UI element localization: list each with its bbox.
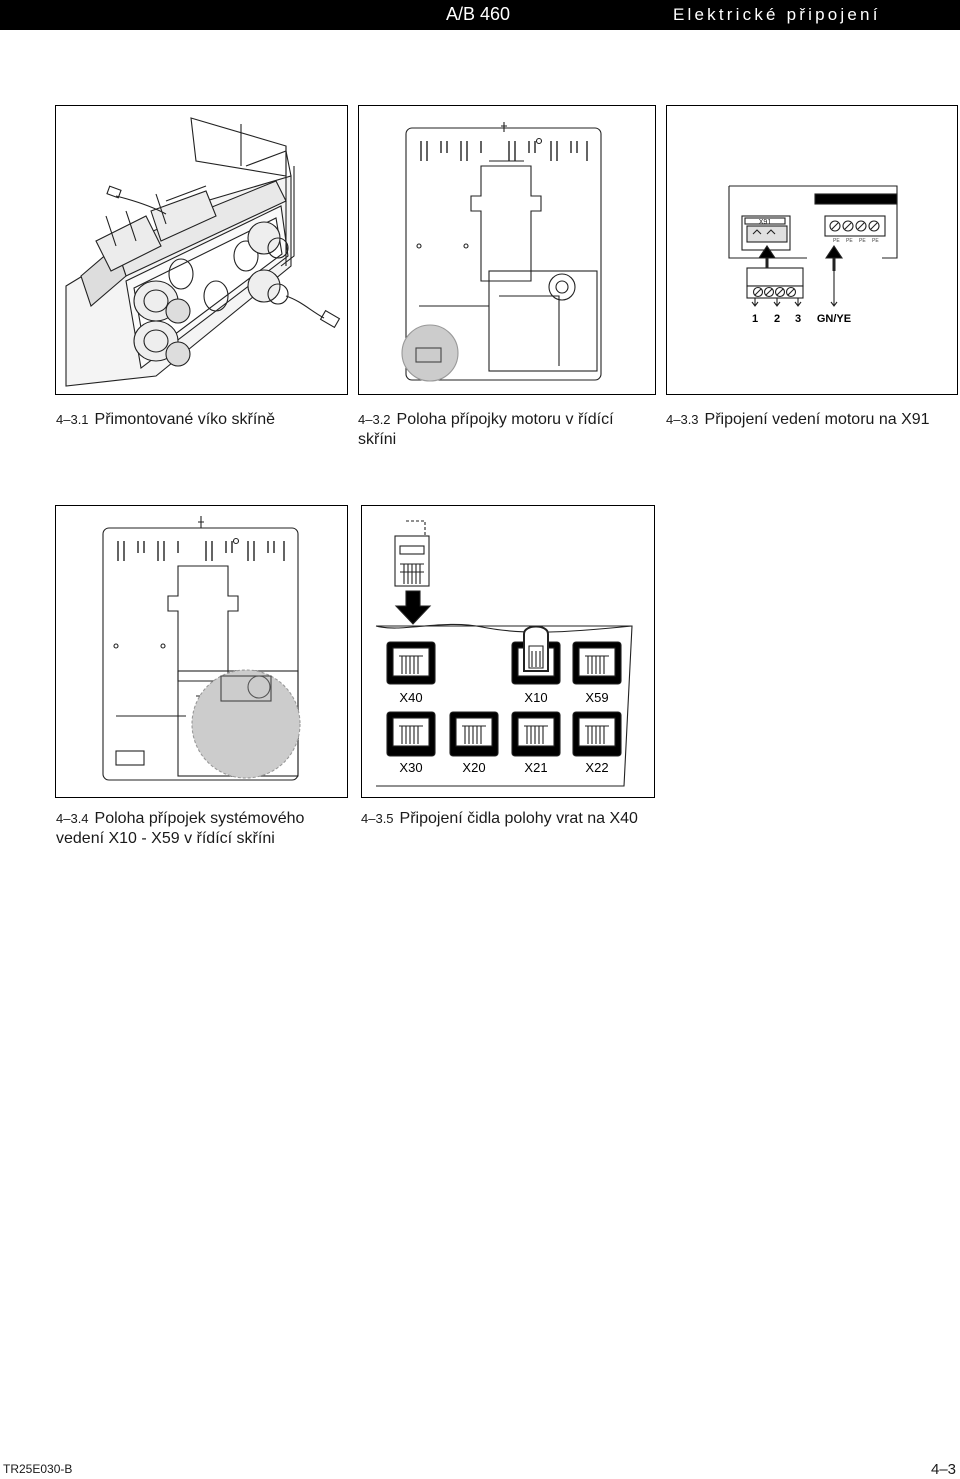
- page-header: [0, 0, 960, 30]
- wire-label-1: 1: [751, 313, 759, 325]
- model-name: A/B 460: [446, 4, 511, 24]
- pe-label-2: PE: [846, 238, 853, 244]
- caption-fig-4: [56, 809, 326, 849]
- caption-3-number: 4–3.3: [666, 412, 699, 427]
- caption-fig-3: [666, 410, 958, 430]
- housing-cover-drawing: [56, 106, 347, 394]
- pe-label-4: PE: [872, 238, 879, 244]
- section-title: Elektrické připojení: [673, 5, 881, 24]
- figure-1-frame: [55, 105, 348, 395]
- label-x20: X20: [462, 760, 486, 775]
- pe-label-3: PE: [859, 238, 866, 244]
- caption-1-number: 4–3.1: [56, 412, 89, 427]
- caption-5-text: Připojení čidla polohy vrat na X40: [399, 810, 638, 827]
- document-code: TR25E030-B: [3, 1462, 73, 1476]
- caption-2-number: 4–3.2: [358, 412, 391, 427]
- x91-terminal-drawing: [667, 106, 957, 394]
- wire-label-gnye: GN/YE: [816, 313, 852, 325]
- rj-sockets-drawing: [362, 506, 654, 797]
- caption-4-text: Poloha přípojek systémového vedení X10 - X59 v řídící skříni: [56, 810, 305, 847]
- socket-x59: [573, 642, 621, 684]
- wire-label-3: 3: [794, 313, 802, 325]
- caption-5-number: 4–3.5: [361, 811, 394, 826]
- page-number: 4–3: [931, 1461, 957, 1478]
- socket-x22: [573, 712, 621, 756]
- socket-x40: [387, 642, 435, 684]
- figure-3-frame: [666, 105, 958, 395]
- control-box-drawing-1: [359, 106, 655, 394]
- caption-fig-5: [361, 809, 661, 829]
- caption-2-text: Poloha přípojky motoru v řídící skříni: [358, 411, 614, 448]
- label-x21: X21: [524, 760, 548, 775]
- control-box-drawing-2: [56, 506, 347, 797]
- label-x40: X40: [399, 690, 423, 705]
- socket-x20: [450, 712, 498, 756]
- figure-4-frame: [55, 505, 348, 798]
- figure-2-frame: [358, 105, 656, 395]
- figure-5-frame: [361, 505, 655, 798]
- socket-x21: [512, 712, 560, 756]
- caption-1-text: Přimontované víko skříně: [94, 411, 276, 428]
- x91-label: X91: [758, 219, 772, 226]
- socket-x30: [387, 712, 435, 756]
- caption-3-text: Připojení vedení motoru na X91: [704, 411, 930, 428]
- pe-label-1: PE: [833, 238, 840, 244]
- caption-4-number: 4–3.4: [56, 811, 89, 826]
- wire-label-2: 2: [773, 313, 781, 325]
- label-x10: X10: [524, 690, 548, 705]
- label-x59: X59: [585, 690, 609, 705]
- label-x22: X22: [585, 760, 609, 775]
- caption-fig-2: [358, 410, 648, 450]
- label-x30: X30: [399, 760, 423, 775]
- caption-fig-1: [56, 410, 346, 430]
